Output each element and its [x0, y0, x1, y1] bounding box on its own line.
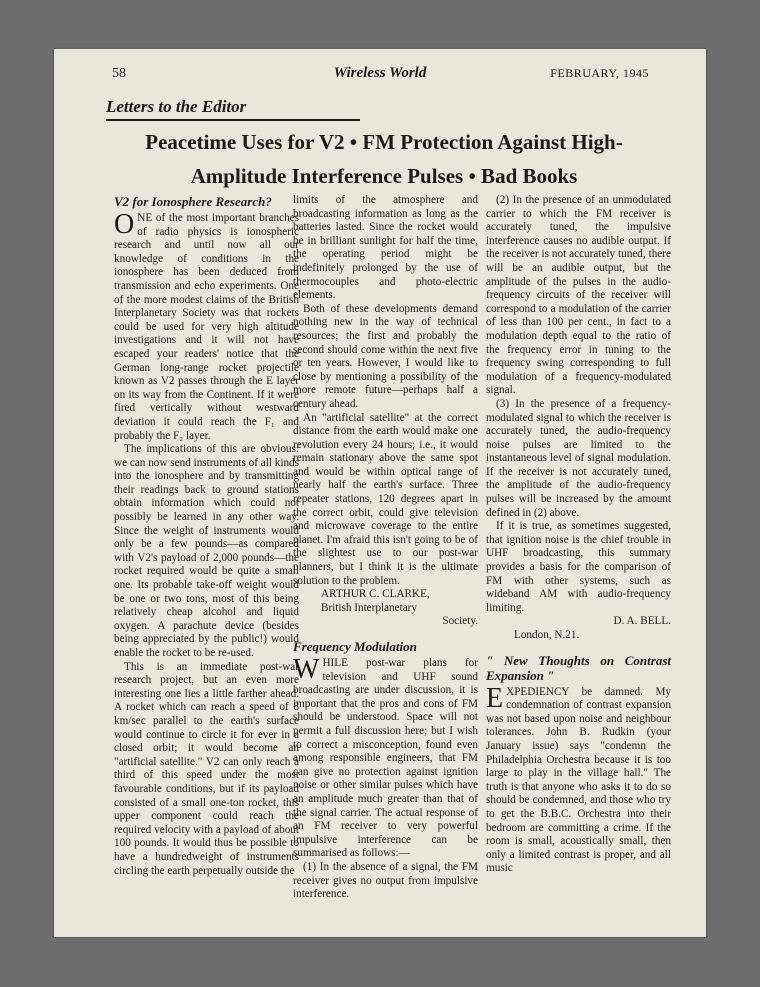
page-number: 58 — [112, 66, 126, 81]
magazine-page — [54, 49, 706, 937]
letter-1-para-5: Both of these developments demand nothing new in the way of technical resources; the first and probably the second should come within the next five or ten years. However, I would like to close by mentioning a possibility of the more remote future—perhaps half a century ahead. — [293, 302, 478, 410]
column-3 — [486, 194, 671, 876]
headline-line-2: Amplitude Interference Pulses • Bad Books — [190, 164, 578, 188]
letter-1-para-2: The implications of this are obvious: we can now send instruments of all kinds into the ionosphere and by transmitting their readings back to ground stations obtain information which could not possibly be learned in any other way. Since the weight of instruments would only be a few pounds—as compared with V2's payload of 2,000 pounds—the rocket required would be quite a small one. Its probable take-off weight would be one or two tons, most of this being relatively cheap alcohol and liquid oxygen. A parachute device (besides being appreciated by the public!) would enable the rocket to be re-used. — [114, 443, 299, 659]
letter-1-signature: ARTHUR C. CLARKE, — [321, 588, 430, 601]
section-title: Letters to the Editor — [106, 97, 247, 116]
issue-date: FEBRUARY, 1945 — [550, 66, 649, 80]
letter-2-para-5: If it is true, as sometimes suggested, that ignition noise is the chief trouble in UHF broadcasting, this summary provides a basis for the comparison of FM with other systems, such as wideband AM with audio-frequency limiting. — [486, 520, 671, 614]
letter-2-signature: D. A. BELL. — [613, 615, 671, 628]
letter-1-title: V2 for Ionosphere Research? — [114, 194, 272, 209]
main-headline — [114, 125, 654, 193]
letter-1-organisation-cont: Society. — [442, 615, 478, 628]
letter-1-para-6: An "artificial satellite" at the correct distance from the earth would make one revolution every 24 hours; i.e., it would remain stationary above the same spot and would be within optical range of nearly half the earth's surface. Three repeater stations, 120 degrees apart in the correct orbit, could give television and microwave coverage to the entire planet. I'm afraid this isn't going to be of the slightest use to our post-war planners, but I think it is the ultimate solution to the problem. — [293, 411, 478, 587]
letter-1-para-1-text: NE of the most important branches of radio physics is ionospheric research and until now all our knowledge of conditions in the ionosphere has been deduced from transmission and echo experiments. One of the more modest claims of the British Interplanetary Society was that rockets could be used for very high altitude investigations and it will not have escaped your readers' notice that the German long-range rocket projectile known as V2 passes through the E layer on its way from the Continent. If it were fired vertically without westward deviation it could reach the F₁ and probably the F₂ layer. — [114, 212, 299, 442]
column-1 — [114, 194, 299, 878]
letter-1-para-3: This is an immediate post-war research project, but an even more interesting one lies a little farther ahead. A rocket which can reach a speed of 8 km/sec parallel to the earth's surface would continue to circle it for ever in a closed orbit; it would become an "artificial satellite." V2 can only reach a third of this speed under the most favourable conditions, but if its payload consisted of a small one-ton rocket, this upper component could reach the required velocity with a payload of about 100 pounds. It would thus be possible to have a hundredweight of instruments circling the earth perpetually outside the — [114, 660, 299, 877]
drop-cap: E — [486, 682, 504, 714]
letter-1-organisation: British Interplanetary — [321, 601, 417, 614]
letter-3-title: " New Thoughts on Contrast Expansion " — [486, 652, 671, 683]
section-banner — [106, 97, 360, 121]
letter-2-para-3: (2) In the presence of an unmodulated carrier to which the FM receiver is accurately tuned, the impulsive interference causes no audible output. If the receiver is not accurately tuned, there will be an audible output, but the amplitude of the pulses in the audio-frequency circuits of the receiver will correspond to a modulation of the carrier of less than 100 per cent., in fact to a modulation depth equal to the ratio of the frequency error in tuning to the frequency swing corresponding to full modulation of a frequency-modulated signal. — [486, 194, 671, 397]
column-2 — [293, 194, 478, 902]
letter-2-place: London, N.21. — [514, 629, 580, 641]
drop-cap: W — [293, 654, 320, 685]
letter-2-para-4: (3) In the presence of a frequency-modulated signal to which the receiver is accurately tuned, the audio-frequency noise pulses are limited to the instantaneous level of signal modulation. If the receiver is not accurately tuned, the amplitude of the audio-frequency pulses will be increased by the amount defined in (2) above. — [486, 397, 671, 519]
letter-1-para-4: limits of the atmosphere and broadcasting information as long as the batteries lasted. Since the rocket would be in brilliant sunlight for half the time, the operating period might be indefinitely prolonged by the use of thermocouples and photo-electric elements. — [293, 194, 478, 302]
letter-2-para-1-text: HILE post-war plans for television and UHF sound broadcasting are under discussion, it is important that the pros and cons of FM should be understood. Space will not permit a full discussion here; but I wish to correct a misconception, found even among responsible engineers, that FM can give no protection against ignition noise or other similar pulses which have an amplitude much greater than that of the signal carrier. The actual response of an FM receiver to very powerful impulsive interference can be summarised as follows:— — [293, 657, 478, 860]
drop-cap: O — [114, 209, 135, 240]
letter-2-title: Frequency Modulation — [293, 639, 417, 654]
magazine-title: Wireless World — [333, 65, 427, 81]
letter-1-para-1 — [114, 209, 299, 443]
letter-2-para-1 — [293, 654, 478, 861]
letter-2-para-2: (1) In the absence of a signal, the FM receiver gives no output from impulsive interference. — [293, 860, 478, 901]
letter-3-para-1 — [486, 682, 671, 876]
letter-3-para-1-text: XPEDIENCY be damned. My condemnation of contrast expansion was not based upon noise and neighbour tolerances. John B. Rudkin (your January issue) says "condemn the Philadelphia Orchestra because it is too large to play in the village hall." The truth is that anyone who asks it to do so should be condemned, and those who try to get the B.B.C. Orchestra into their bedroom are committing a crime. If the room is small, acoustically small, then only a limited contrast is proper, and all music — [486, 685, 671, 875]
headline-line-1: Peacetime Uses for V2 • FM Protection Against High- — [145, 130, 623, 154]
